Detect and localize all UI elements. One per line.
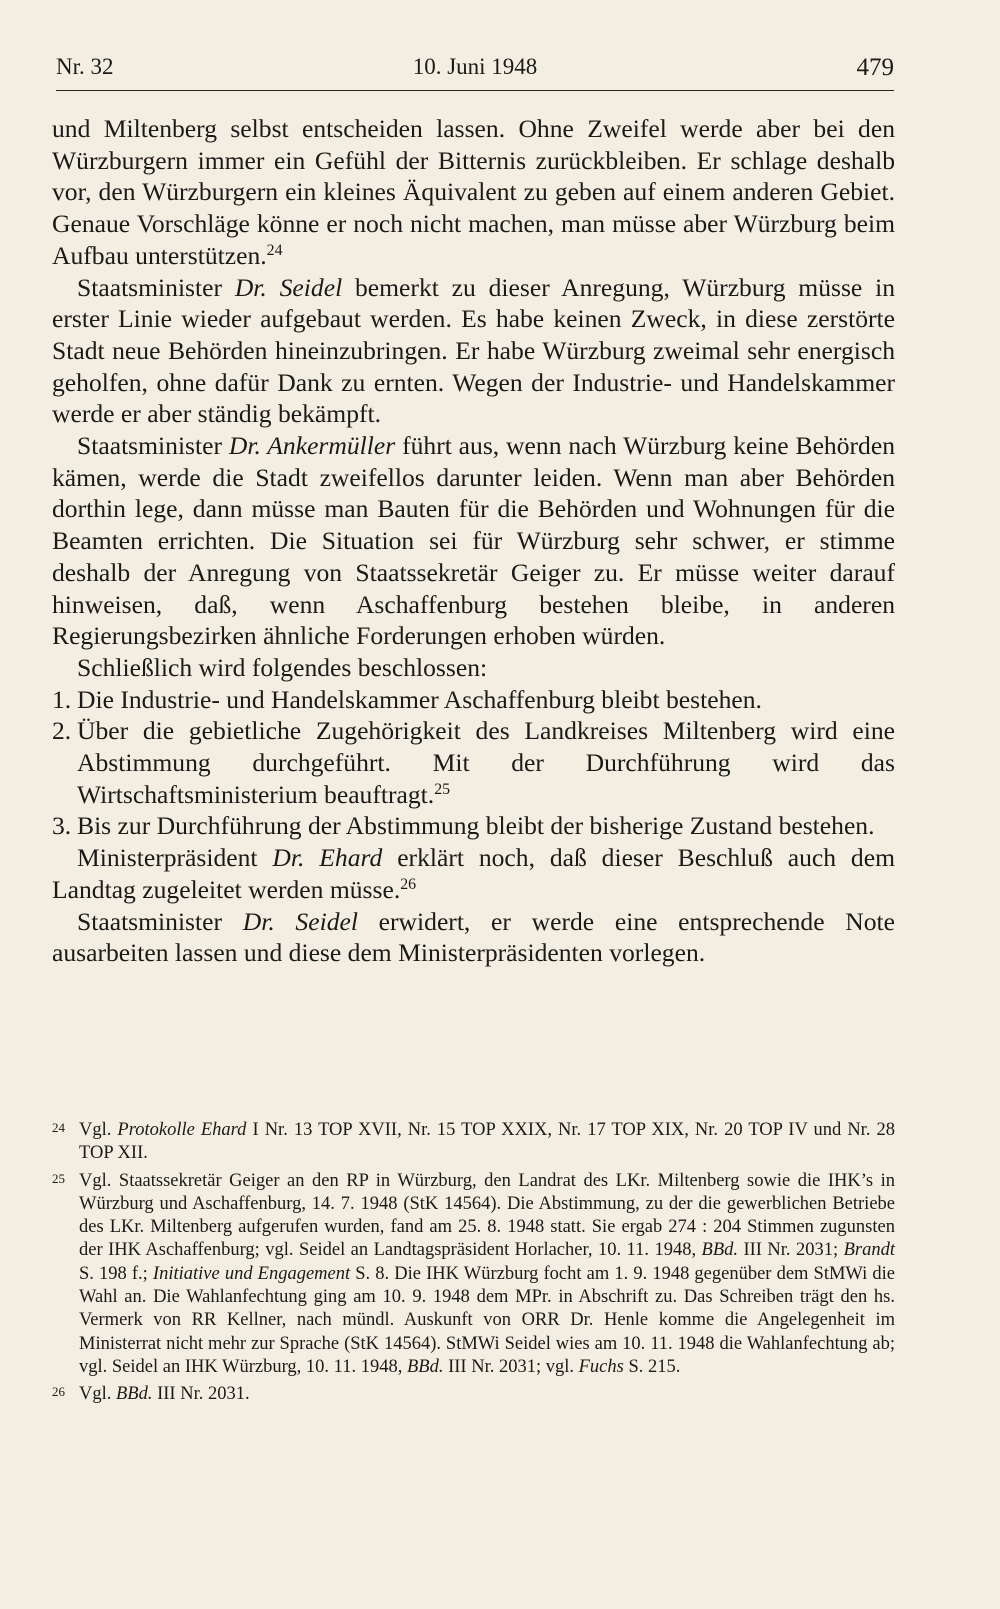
- paragraph: und Miltenberg selbst entscheiden lassen. Ohne Zweifel werde aber bei den Würzburgern immer ein Gefühl der Bitternis zurückbleiben. Er schlage deshalb vor, den Würzburgern ein kleines Äquivalent zu geben auf einem anderen Gebiet. Genaue Vorschläge könne er noch nicht machen, man müsse aber Würzburg beim Aufbau unterstützen.$^{24}$: [52, 114, 895, 270]
- footnote-26: 26 Vgl. BBd. III Nr. 2031.: [52, 1384, 250, 1405]
- paragraph: Schließlich wird folgendes beschlossen:: [77, 652, 488, 682]
- footnote-ref[interactable]: 24: [266, 242, 283, 260]
- page-number: 479: [856, 54, 894, 81]
- list-item: 3. Bis zur Durchführung der Abstimmung bleibt der bisherige Zustand bestehen.: [52, 811, 875, 841]
- speaker-name: Dr. Seidel: [234, 272, 343, 302]
- paragraph: Staatsminister Dr. Seidel bemerkt zu dieser Anregung, Würzburg müsse in erster Linie wieder aufgebaut werden. Es habe keinen Zweck, in diese zerstörte Stadt neue Behörden hineinzubringen. Er habe Würzburg zweimal sehr energisch geholfen, ohne dafür Dank zu ernten. Wegen der Industrie- und Handelskammer werde er aber ständig bekämpft.: [52, 272, 896, 429]
- paragraph: Staatsminister Dr. Ankermüller führt aus, wenn nach Würzburg keine Behörden kämen, werde die Stadt zweifellos darunter leiden. Wenn man aber Behörden dorthin lege, dann müsse man Bauten für die Behörden und Wohnungen für die Beamten errichten. Die Situation sei für Würzburg sehr schwer, er stimme deshalb der Anregung von Staatssekretär Geiger zu. Er müsse weiter darauf hinweisen, daß, wenn Aschaffenburg bestehen bleibe, in anderen Regierungsbezirken ähnliche Forderungen erhoben würden.: [52, 431, 895, 651]
- speaker-name: Dr. Seidel: [242, 906, 358, 936]
- footnote-ref[interactable]: 26: [400, 876, 417, 894]
- paragraph: Ministerpräsident Dr. Ehard erklärt noch, daß dieser Beschluß auch dem Landtag zugeleitet werden müsse.$^{26}$: [52, 843, 895, 904]
- resolution-list: [52, 684, 895, 843]
- main-text: [52, 113, 895, 969]
- footnote-24: 24 Vgl. Protokolle Ehard I Nr. 13 TOP XVII, Nr. 15 TOP XXIX, Nr. 17 TOP XIX, Nr. 20 TOP IV und Nr. 28 TOP XII.: [52, 1120, 895, 1164]
- footnote-25: 25 Vgl. Staatssekretär Geiger an den RP in Würzburg, den Landrat des LKr. Miltenberg sowie die IHK’s in Würzburg und Aschaffenburg, 14. 7. 1948 (StK 14564). Die Abstimmung, zu der die gewerblichen Betriebe des LKr. Miltenberg aufgerufen wurden, fand am 25. 8. 1948 statt. Sie ergab 274 : 204 Stimmen zugunsten der IHK Aschaffenburg; vgl. Seidel an Landtagspräsident Horlacher, 10. 11. 1948, BBd. III Nr. 2031; Brandt S. 198 f.; Initiative und Engagement S. 8. Die IHK Würzburg focht am 1. 9. 1948 gegenüber dem StMWi die Wahl an. Die Wahlanfechtung ging am 10. 9. 1948 dem MPr. in Abschrift zu. Das Schreiben trägt den hs. Vermerk von RR Kellner, nach mündl. Auskunft von ORR Dr. Henle komme die Angelegenheit im Ministerrat nicht mehr zur Sprache (StK 14564). StMWi Seidel wies am 10. 11. 1948 die Wahlanfechtung ab; vgl. Seidel an IHK Würzburg, 10. 11. 1948, BBd. III Nr. 2031; vgl. Fuchs S. 215.: [52, 1170, 896, 1377]
- list-item: 2. Über die gebietliche Zugehörigkeit des Landkreises Miltenberg wird eine Abstimmung durchgeführt. Mit der Durchführung wird das Wirtschaftsministerium beauftragt.$^{25}$: [52, 716, 895, 809]
- issue-number: Nr. 32: [56, 54, 114, 79]
- footnote-ref[interactable]: 25: [434, 781, 451, 799]
- footnotes: [52, 1119, 895, 1411]
- speaker-name: Dr. Ehard: [272, 843, 383, 873]
- paragraph: Staatsminister Dr. Seidel erwidert, er werde eine entsprechende Note ausarbeiten lassen und diese dem Ministerpräsidenten vorlegen.: [52, 906, 895, 968]
- running-header: [56, 50, 894, 91]
- list-item: 1. Die Industrie- und Handelskammer Aschaffenburg bleibt bestehen.: [52, 684, 762, 714]
- speaker-name: Dr. Ankermüller: [228, 431, 396, 461]
- header-date: 10. Juni 1948: [412, 54, 538, 79]
